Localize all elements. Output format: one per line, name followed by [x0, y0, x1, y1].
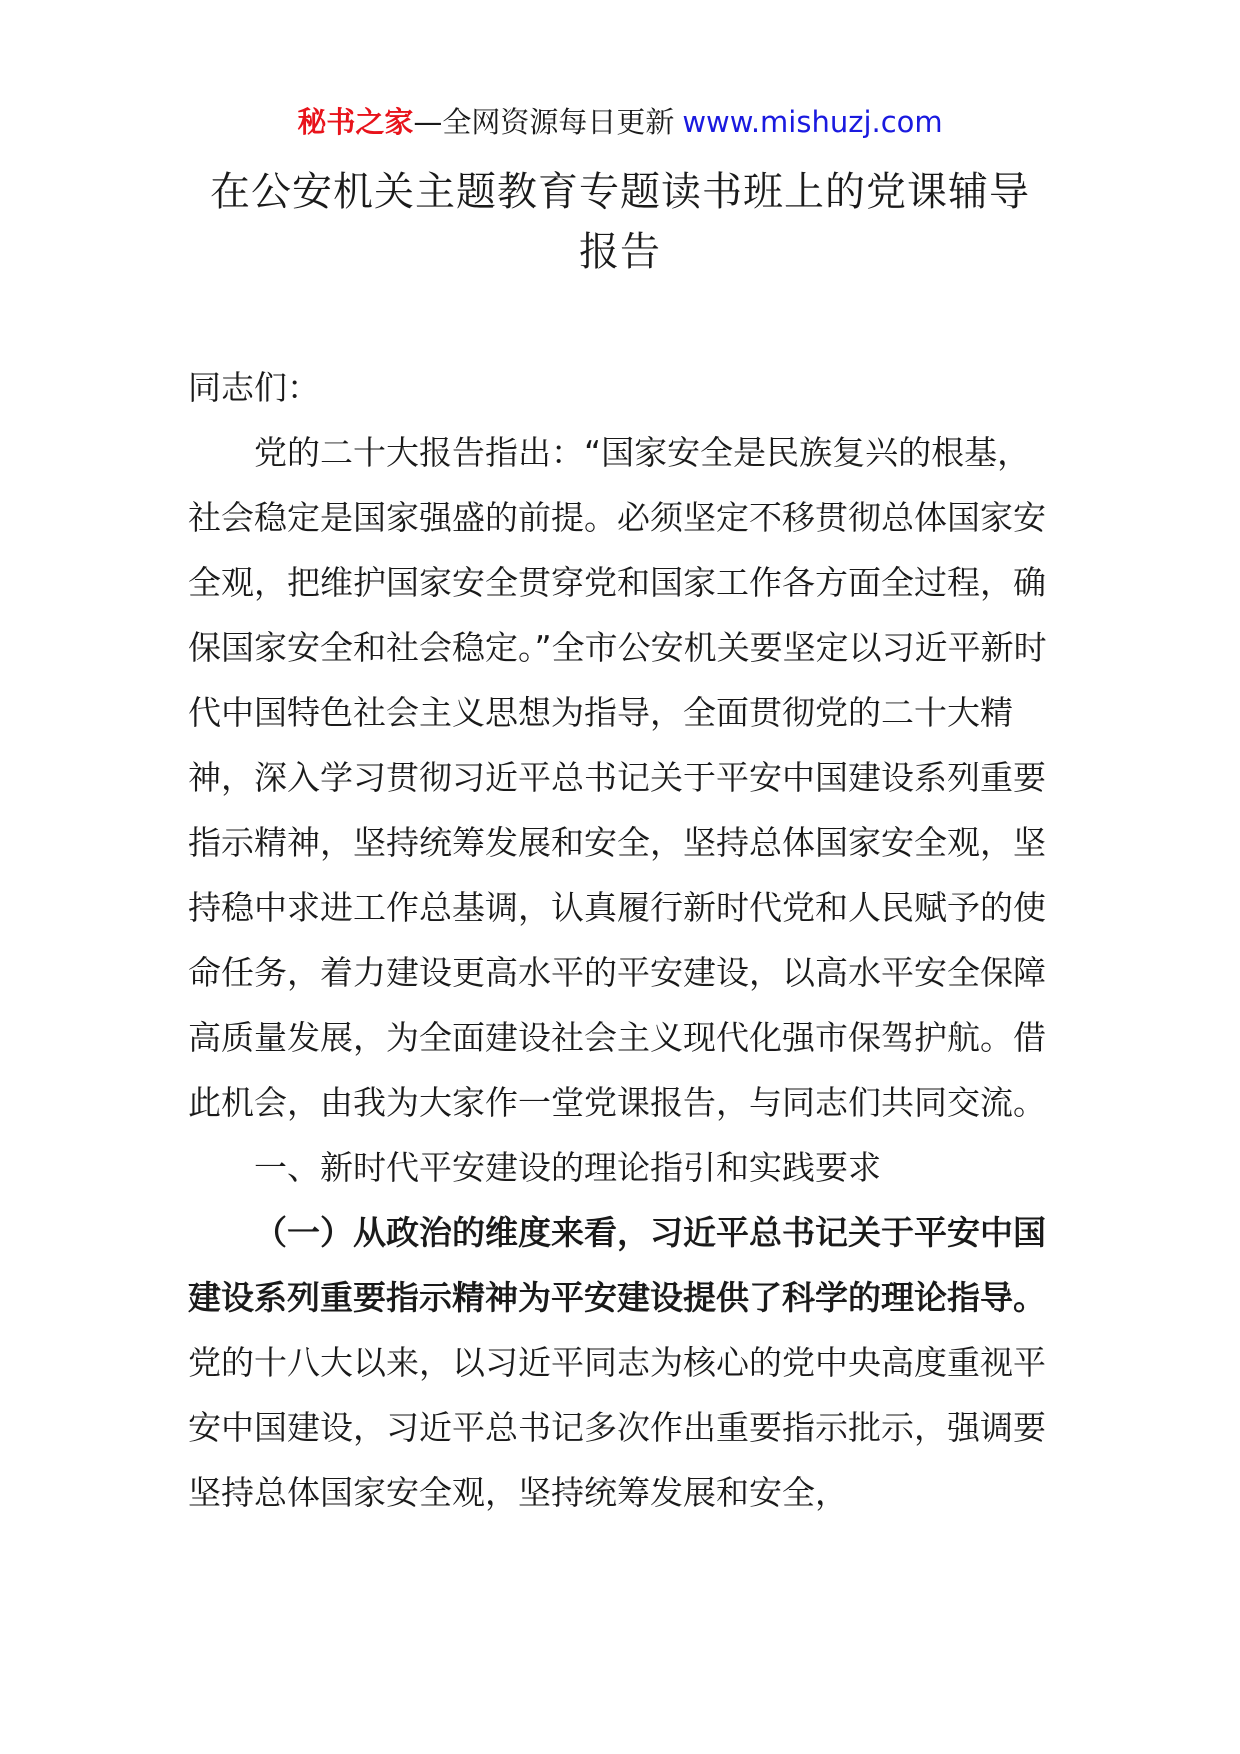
salutation: 同志们： [188, 368, 320, 407]
subsection-heading: （一）从政治的维度来看，习近平总书记关于平安中国建设系列重要指示精神为平安建设提供了科学的理论指导。 [188, 1213, 1046, 1317]
paragraph-intro: 党的二十大报告指出：“国家安全是民族复兴的根基，社会稳定是国家强盛的前提。必须坚定不移贯彻总体国家安全观，把维护国家安全贯穿党和国家工作各方面全过程，确保国家安全和社会稳定。”全市公安机关要坚定以习近平新时代中国特色社会主义思想为指导，全面贯彻党的二十大精神，深入学习贯彻习近平总书记关于平安中国建设系列重要指示精神，坚持统筹发展和安全，坚持总体国家安全观，坚持稳中求进工作总基调，认真履行新时代党和人民赋予的使命任务，着力建设更高水平的平安建设，以高水平安全保障高质量发展，为全面建设社会主义现代化强市保驾护航。借此机会，由我为大家作一堂党课报告，与同志们共同交流。 [188, 433, 1047, 1122]
subsection-paragraph [188, 1200, 1056, 1525]
watermark-header [0, 102, 1240, 142]
title-line-1: 在公安机关主题教育专题读书班上的党课辅导 [210, 169, 1030, 215]
header-tagline: —全网资源每日更新 [413, 105, 675, 139]
section-heading: 一、新时代平安建设的理论指引和实践要求 [254, 1148, 881, 1187]
site-url-link[interactable]: www.mishuzj.com [682, 105, 943, 139]
subsection-text: 党的十八大以来，以习近平同志为核心的党中央高度重视平安中国建设，习近平总书记多次作出重要指示批示，强调要坚持总体国家安全观，坚持统筹发展和安全， [188, 1343, 1046, 1512]
document-title [188, 162, 1052, 282]
title-line-2: 报告 [579, 229, 661, 275]
brand-name: 秘书之家 [297, 105, 414, 139]
document-body [188, 355, 1056, 1525]
